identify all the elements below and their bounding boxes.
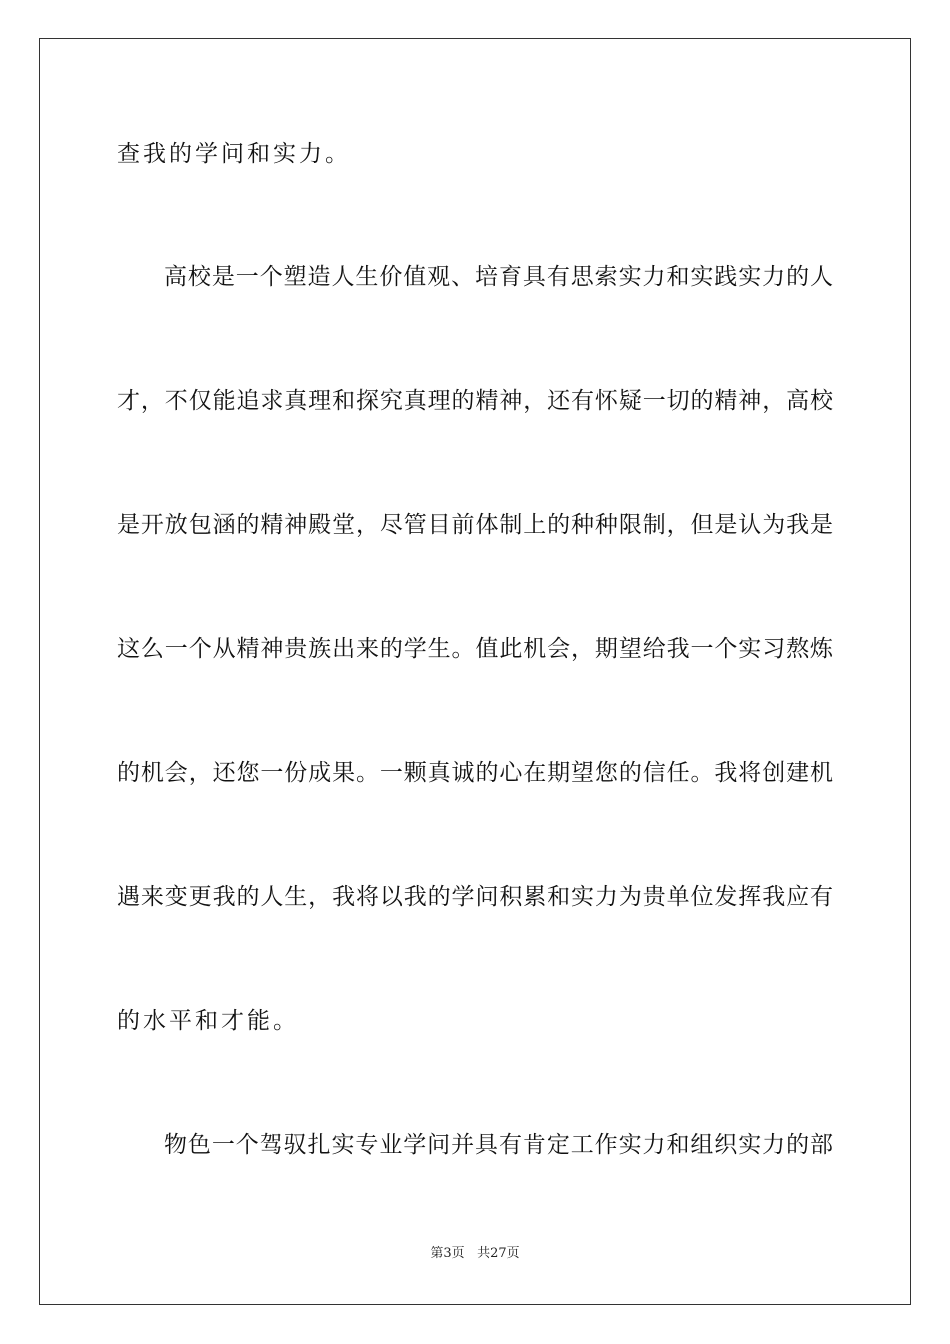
body-text-line: 这么一个从精神贵族出来的学生。值此机会，期望给我一个实习熬炼 [117, 636, 833, 662]
footer-total-prefix: 共 [477, 1246, 491, 1261]
footer-page-suffix: 页 [451, 1246, 465, 1261]
page-border [39, 38, 911, 1305]
footer-page-prefix: 第 [430, 1246, 444, 1261]
body-text-line: 才，不仅能追求真理和探究真理的精神，还有怀疑一切的精神，高校 [117, 388, 833, 414]
body-text-line: 是开放包涵的精神殿堂，尽管目前体制上的种种限制，但是认为我是 [117, 512, 833, 538]
body-text-line: 物色一个驾驭扎实专业学问并具有肯定工作实力和组织实力的部 [164, 1132, 833, 1158]
footer-total-suffix: 页 [506, 1246, 520, 1261]
footer-page-number: 3 [443, 1246, 452, 1261]
body-text-line: 的机会，还您一份成果。一颗真诚的心在期望您的信任。我将创建机 [117, 760, 833, 786]
body-text-line: 的水平和才能。 [117, 1008, 299, 1034]
page-footer [0, 1245, 950, 1263]
body-text-line: 高校是一个塑造人生价值观、培育具有思索实力和实践实力的人 [164, 264, 833, 290]
footer-total-pages: 27 [490, 1246, 507, 1261]
body-text-line: 遇来变更我的人生，我将以我的学问积累和实力为贵单位发挥我应有 [117, 884, 833, 910]
body-text-line: 查我的学问和实力。 [117, 141, 351, 167]
